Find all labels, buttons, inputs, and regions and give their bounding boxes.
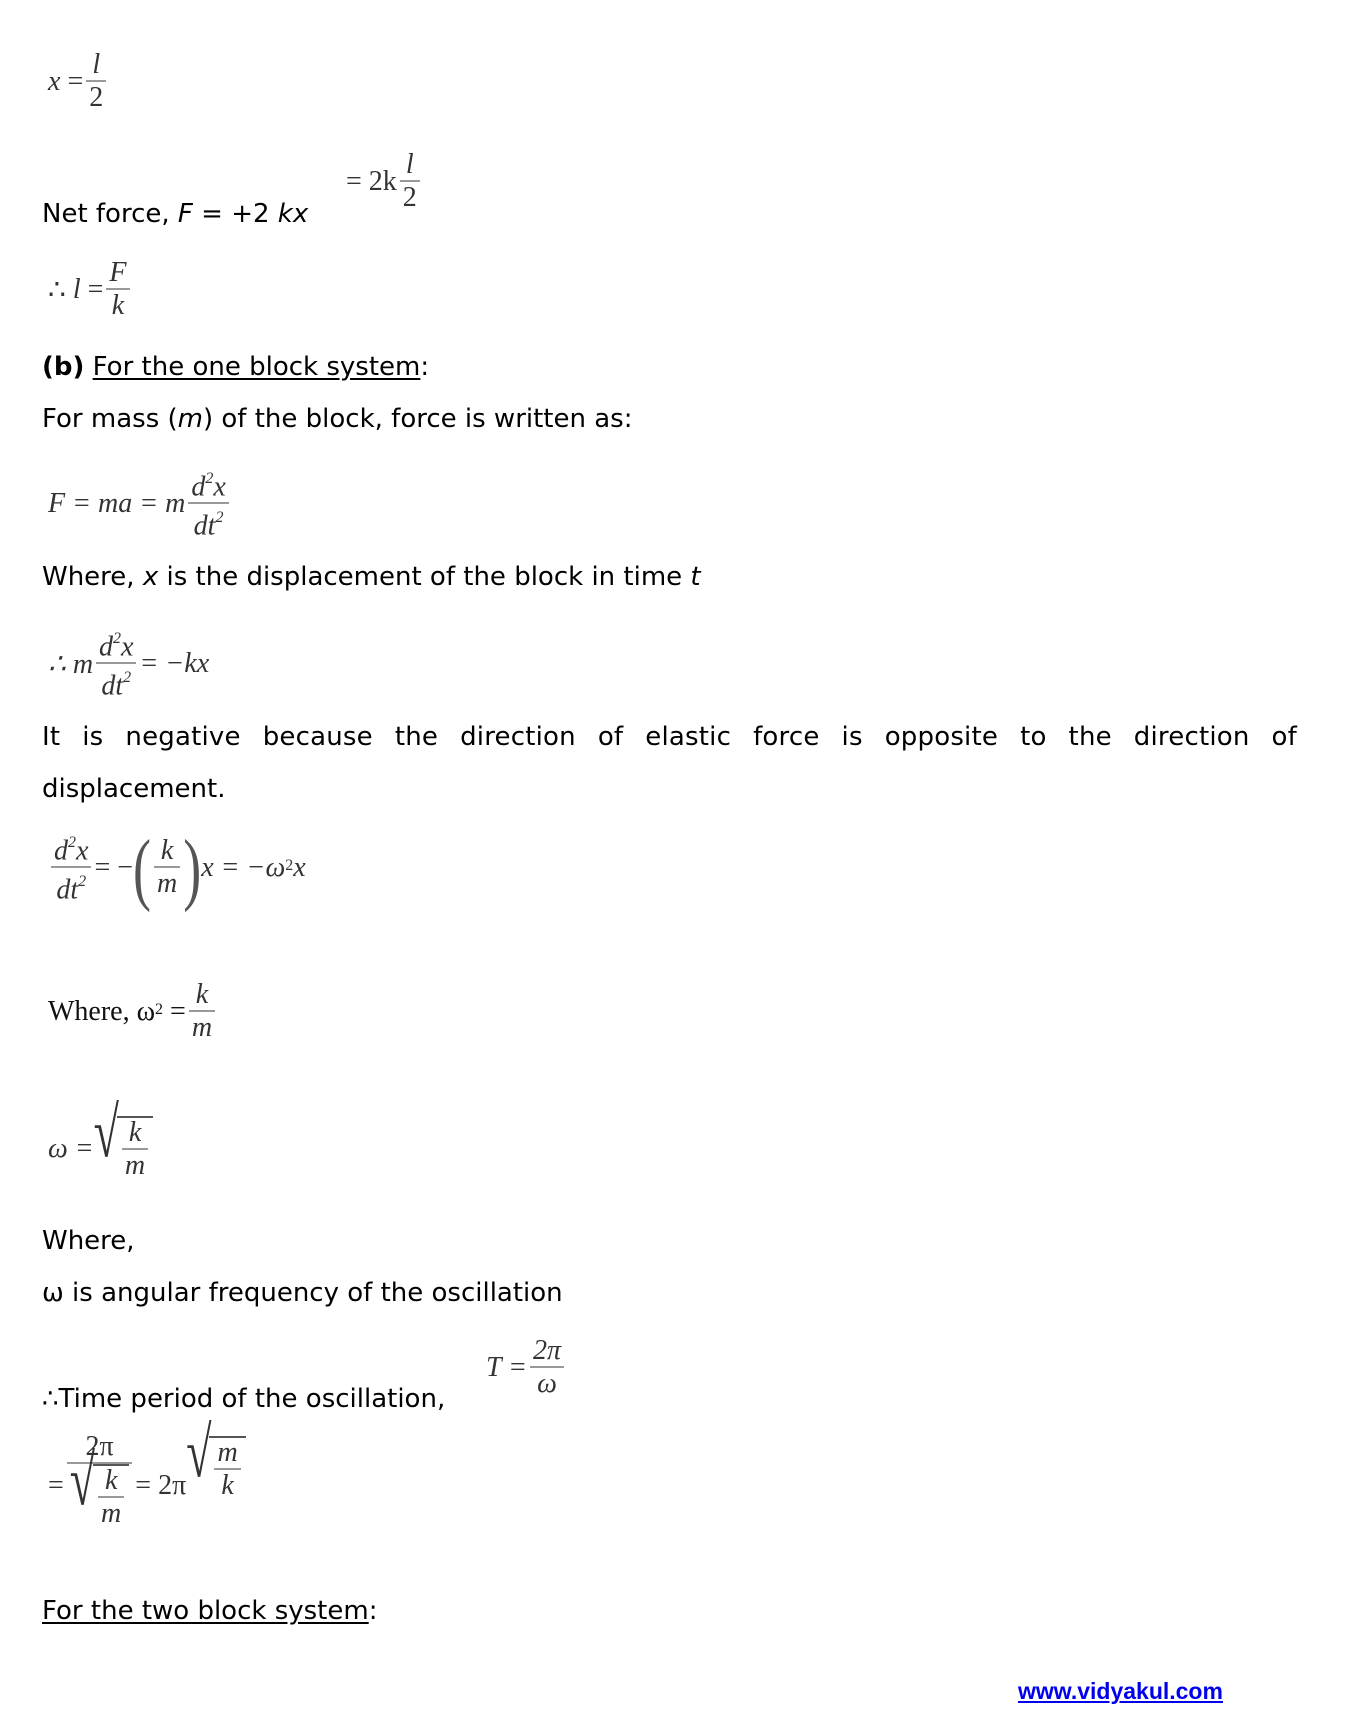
equation-final-period	[48, 1413, 246, 1530]
t-var: t	[690, 562, 701, 592]
radical-icon: √	[69, 1441, 96, 1521]
denominator: k	[111, 290, 125, 321]
eq-lhs: = 2k	[346, 166, 397, 197]
eq-rhs: = −kx	[139, 648, 210, 680]
mass-line	[42, 404, 632, 434]
denominator: m	[157, 868, 178, 900]
denominator: m	[191, 1012, 213, 1043]
where-label: Where, ω	[48, 996, 156, 1027]
equation-x-half: x = $\frac{l}{2}$	[48, 50, 109, 114]
denominator: 2	[402, 182, 417, 213]
negative-paragraph-line2: displacement.	[42, 774, 226, 804]
mass-var: m	[177, 404, 203, 434]
equation-f-ma	[48, 466, 232, 543]
numerator: $d^2x$	[54, 834, 89, 867]
numerator: 2π	[532, 1335, 561, 1366]
numerator: 2π	[85, 1431, 114, 1462]
colon: :	[368, 1596, 378, 1626]
eq-lhs: x	[48, 66, 61, 97]
fraction	[51, 830, 91, 907]
section-heading-two-block	[42, 1596, 377, 1626]
superscript: 2	[285, 857, 294, 875]
net-force-label: Net force,	[42, 199, 178, 229]
fraction	[400, 150, 420, 214]
force-var: F	[177, 199, 193, 229]
left-paren: (	[133, 823, 152, 914]
radicand: $\frac{k}{m}$	[117, 1116, 153, 1182]
denominator: $dt^2$	[101, 669, 132, 702]
kx-var: kx	[277, 199, 309, 229]
eq-lhs: ∴ m	[48, 649, 94, 681]
numerator: l	[405, 149, 414, 180]
fraction	[188, 466, 228, 543]
section-heading-one-block	[42, 352, 429, 382]
square-root	[93, 1093, 153, 1182]
denominator: $dt^2$	[56, 873, 87, 906]
eq-operator: =	[48, 1470, 64, 1501]
square-root: √ $\frac{k}{m}$	[70, 1464, 129, 1530]
eq-lhs: F = ma = m	[48, 488, 186, 520]
equation-l-f-over-k: ∴ l = $\frac{F}{k}$	[48, 258, 133, 322]
eq-lhs: T =	[486, 1352, 527, 1383]
fraction	[189, 980, 215, 1044]
numerator: $d^2x$	[191, 470, 226, 503]
colon: :	[420, 352, 430, 382]
eq-operator: = −	[94, 852, 134, 884]
equation-where-omega2	[48, 980, 218, 1044]
text: Where,	[42, 562, 143, 592]
denominator: 2	[89, 82, 104, 113]
fraction	[86, 50, 106, 114]
radical-icon: √	[186, 1413, 212, 1493]
text: ) of the block, force is written as:	[202, 404, 633, 434]
net-force-line	[42, 199, 308, 229]
section-title: For the two block system	[42, 1596, 369, 1626]
eq-rhs-x: x	[293, 852, 306, 884]
net-force-rest: = +2	[192, 199, 278, 229]
eq-lhs: l	[72, 274, 81, 305]
numerator: l	[92, 49, 101, 80]
equation-2k-half	[346, 150, 423, 214]
numerator: k	[195, 979, 209, 1010]
text: For mass (	[42, 404, 178, 434]
eq-rhs: x = −ω	[201, 852, 286, 884]
x-var: x	[142, 562, 159, 592]
square-root: √ $\frac{m}{k}$	[186, 1436, 245, 1502]
where-label: Where,	[42, 1226, 135, 1256]
numerator: F	[109, 257, 127, 288]
equation-omega-squared	[48, 823, 306, 914]
eq-operator: =	[170, 996, 186, 1027]
equation-m-kx	[48, 626, 209, 703]
footer-link[interactable]: www.vidyakul.com	[1018, 1678, 1223, 1704]
section-title: For the one block system	[92, 352, 421, 382]
text: is the displacement of the block in time	[158, 562, 691, 592]
negative-paragraph-line1: It is negative because the direction of elastic force is opposite to the direction of	[42, 722, 1297, 752]
equation-omega-sqrt	[48, 1093, 153, 1182]
eq-lhs: ω =	[48, 1133, 94, 1164]
equation-time-period	[486, 1336, 567, 1400]
therefore-symbol: ∴	[48, 275, 66, 306]
fraction	[530, 1336, 564, 1400]
numerator: k	[160, 835, 174, 867]
section-label: (b)	[42, 352, 85, 382]
fraction	[96, 626, 136, 703]
where-x-line	[42, 562, 701, 592]
right-paren: )	[183, 823, 202, 914]
numerator: $d^2x$	[99, 630, 134, 663]
superscript: 2	[155, 1001, 164, 1018]
radical-icon: √	[93, 1093, 119, 1173]
denominator: $dt^2$	[193, 509, 224, 542]
eq-mid: = 2π	[135, 1470, 187, 1501]
omega-definition: ω is angular frequency of the oscillation	[42, 1278, 563, 1308]
time-period-label: ∴Time period of the oscillation,	[42, 1384, 446, 1414]
fraction	[67, 1432, 132, 1530]
fraction	[106, 258, 129, 322]
fraction	[154, 836, 180, 900]
denominator: ω	[537, 1368, 557, 1399]
